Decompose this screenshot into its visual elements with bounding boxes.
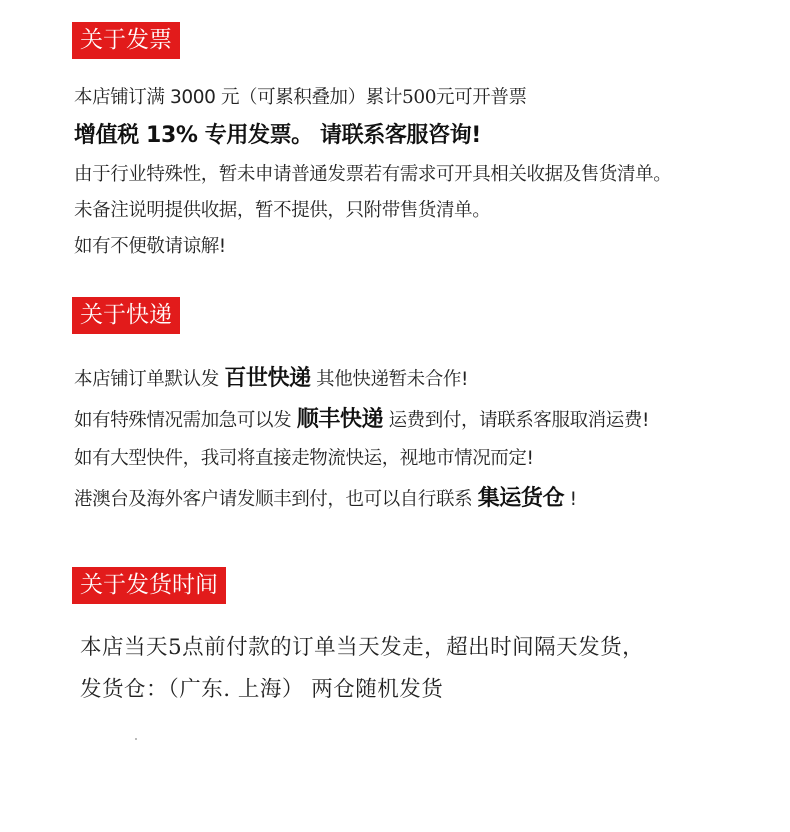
invoice-threshold-line (74, 83, 527, 109)
invoice-normal-ticket-text: 累计500元可开普票 (365, 87, 527, 108)
express-best-courier: 百世快递 (224, 366, 311, 391)
shipping-cutoff-line: 本店当天5点前付款的订单当天发走，超出时间隔天发货， (80, 635, 645, 660)
express-consolidation-warehouse: 集运货仓 (477, 486, 565, 511)
express-default-line (74, 361, 468, 392)
express-urgent-line (74, 402, 649, 433)
express-overseas-line (74, 481, 577, 512)
express-sf-courier: 顺丰快递 (296, 407, 384, 432)
invoice-apology-note: 如有不便敬请谅解! (74, 236, 226, 257)
express-default-text: 本店铺订单默认发 (74, 369, 225, 390)
express-overseas-suffix: ! (564, 489, 577, 510)
express-large-parcel-line: 如有大型快件，我司将直接走物流快运，视地市情况而定! (74, 448, 534, 469)
stray-dot (135, 738, 137, 740)
express-urgent-suffix: 运费到付，请联系客服取消运费! (383, 410, 649, 431)
shipping-warehouse-line: 发货仓：（广东. 上海） 两仓随机发货 (80, 677, 444, 702)
invoice-section-title: 关于发票 (72, 22, 180, 59)
express-default-suffix: 其他快递暂未合作! (310, 369, 469, 390)
express-section-title: 关于快递 (72, 297, 180, 334)
invoice-receipt-note: 未备注说明提供收据，暂不提供，只附带售货清单。 (74, 200, 491, 221)
invoice-vat-line: 增值税 13% 专用发票。 请联系客服咨询! (74, 123, 481, 148)
express-overseas-text: 港澳台及海外客户请发顺丰到付，也可以自行联系 (74, 489, 478, 510)
express-urgent-text: 如有特殊情况需加急可以发 (74, 410, 297, 431)
invoice-industry-note: 由于行业特殊性，暂未申请普通发票若有需求可开具相关收据及售货清单。 (74, 164, 672, 185)
invoice-threshold-text: 本店铺订满 3000 元（可累积叠加） (74, 87, 366, 108)
shipping-section-title: 关于发货时间 (72, 567, 226, 604)
